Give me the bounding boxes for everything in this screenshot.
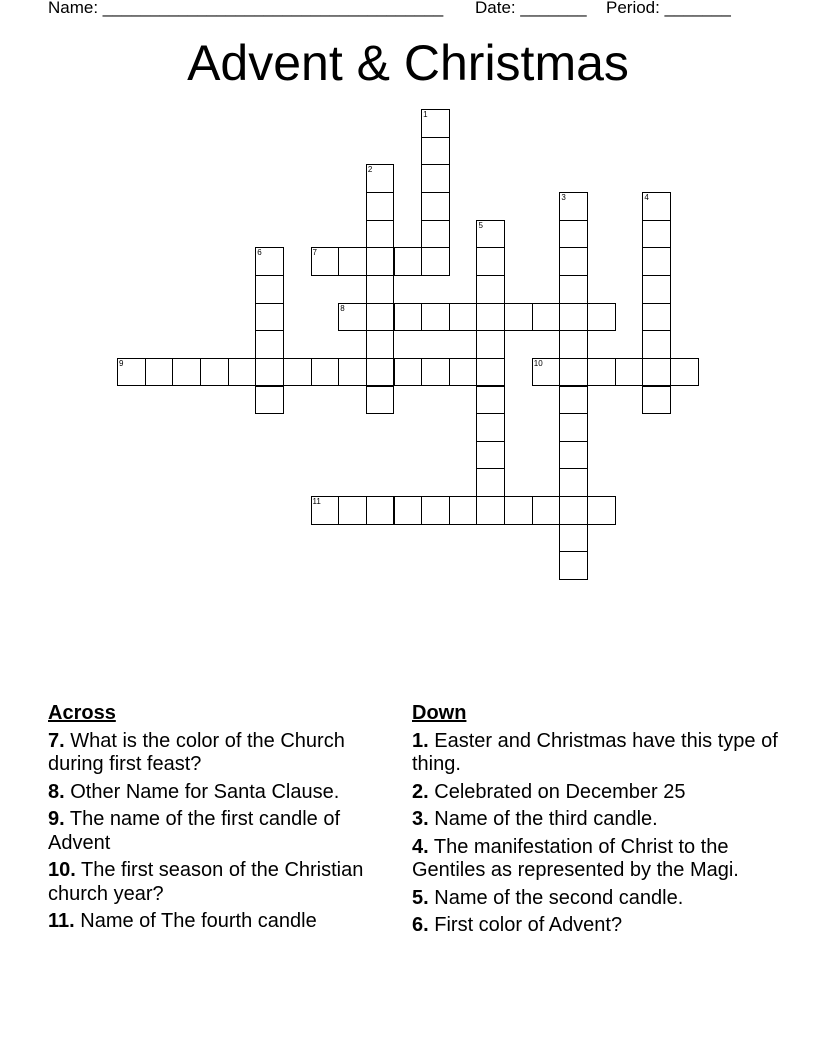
crossword-cell[interactable] xyxy=(394,496,423,525)
crossword-cell[interactable] xyxy=(200,358,229,387)
cell-number: 5 xyxy=(478,220,483,230)
clue-down-4 xyxy=(412,836,782,883)
clue-number: 11. xyxy=(48,910,75,932)
clue-number: 6. xyxy=(412,914,429,936)
crossword-cell[interactable] xyxy=(117,358,146,387)
crossword-cell[interactable] xyxy=(145,358,174,387)
clue-number: 9. xyxy=(48,808,65,830)
clue-text: Other Name for Santa Clause. xyxy=(70,780,340,803)
crossword-cell[interactable] xyxy=(311,358,340,387)
crossword-cell[interactable] xyxy=(449,358,478,387)
crossword-cell[interactable] xyxy=(255,275,284,304)
crossword-cell[interactable] xyxy=(338,303,367,332)
page-title: Advent & Christmas xyxy=(187,35,629,91)
down-heading: Down xyxy=(412,702,467,724)
crossword-cell[interactable] xyxy=(283,358,312,387)
clue-down-1 xyxy=(412,730,782,777)
crossword-cell[interactable] xyxy=(587,303,616,332)
crossword-cell[interactable] xyxy=(255,303,284,332)
cell-number: 8 xyxy=(340,303,345,313)
crossword-cell[interactable] xyxy=(449,303,478,332)
crossword-cell[interactable] xyxy=(338,496,367,525)
down-clues xyxy=(412,702,782,942)
crossword-cell[interactable] xyxy=(421,303,450,332)
cell-number: 2 xyxy=(367,165,373,175)
crossword-cell[interactable] xyxy=(559,524,588,553)
clue-across-9 xyxy=(48,808,388,855)
crossword-cell[interactable] xyxy=(476,303,505,332)
cell-number: 10 xyxy=(533,358,543,368)
clue-number: 8. xyxy=(48,780,65,803)
clue-text: The name of the first candle of Advent xyxy=(48,808,341,854)
crossword-cell[interactable] xyxy=(559,358,588,387)
crossword-cell[interactable] xyxy=(476,386,505,415)
crossword-cell[interactable] xyxy=(559,551,588,580)
crossword-cell[interactable] xyxy=(670,358,699,387)
clue-down-5 xyxy=(412,887,782,911)
date-field-label[interactable]: Date: _______ xyxy=(475,0,587,17)
cell-number: 9 xyxy=(119,358,124,368)
clue-across-7 xyxy=(48,730,388,777)
crossword-cell[interactable] xyxy=(642,247,671,276)
clue-number: 3. xyxy=(412,808,429,830)
clue-text: First color of Advent? xyxy=(434,914,623,936)
period-field-label[interactable]: Period: _______ xyxy=(606,0,731,17)
crossword-cell[interactable] xyxy=(421,109,450,138)
crossword-cell[interactable] xyxy=(476,358,505,387)
crossword-cell[interactable] xyxy=(421,164,450,193)
crossword-cell[interactable] xyxy=(449,496,478,525)
crossword-cell[interactable] xyxy=(642,220,671,249)
crossword-cell[interactable] xyxy=(559,468,588,497)
crossword-cell[interactable] xyxy=(504,303,533,332)
crossword-cell[interactable] xyxy=(421,358,450,387)
crossword-cell[interactable] xyxy=(421,220,450,249)
crossword-cell[interactable] xyxy=(255,247,284,276)
crossword-cell[interactable] xyxy=(476,413,505,442)
crossword-cell[interactable] xyxy=(366,358,395,387)
crossword-cell[interactable] xyxy=(394,247,423,276)
cell-number: 3 xyxy=(561,192,566,202)
clue-text: The first season of the Christian church year? xyxy=(48,859,364,905)
crossword-cell[interactable] xyxy=(642,192,671,221)
clue-text: Name of the third candle. xyxy=(434,808,658,830)
clue-number: 4. xyxy=(412,835,429,858)
crossword-cell[interactable] xyxy=(642,386,671,415)
crossword-cell[interactable] xyxy=(366,386,395,415)
crossword-cell[interactable] xyxy=(642,358,671,387)
crossword-cell[interactable] xyxy=(172,358,201,387)
crossword-cell[interactable] xyxy=(587,358,616,387)
crossword-cell[interactable] xyxy=(559,386,588,415)
crossword-cell[interactable] xyxy=(366,330,395,359)
crossword-cell[interactable] xyxy=(559,496,588,525)
crossword-cell[interactable] xyxy=(559,247,588,276)
crossword-cell[interactable] xyxy=(366,496,395,525)
clue-down-2 xyxy=(412,781,782,805)
crossword-cell[interactable] xyxy=(559,303,588,332)
crossword-cell[interactable] xyxy=(532,303,561,332)
name-field-label[interactable]: Name: ____________________________________ xyxy=(48,0,444,17)
crossword-cell[interactable] xyxy=(338,358,367,387)
clue-down-3 xyxy=(412,808,782,832)
crossword-cell[interactable] xyxy=(504,496,533,525)
across-clues xyxy=(48,702,388,938)
crossword-cell[interactable] xyxy=(366,220,395,249)
crossword-cell[interactable] xyxy=(421,192,450,221)
crossword-cell[interactable] xyxy=(366,164,395,193)
cell-number: 6 xyxy=(257,248,262,258)
crossword-cell[interactable] xyxy=(476,275,505,304)
crossword-cell[interactable] xyxy=(255,330,284,359)
clue-text: Name of The fourth candle xyxy=(80,910,317,932)
crossword-cell[interactable] xyxy=(255,386,284,415)
crossword-cell[interactable] xyxy=(532,358,561,387)
crossword-cell[interactable] xyxy=(559,441,588,470)
crossword-cell[interactable] xyxy=(394,303,423,332)
clue-number: 7. xyxy=(48,729,65,752)
crossword-cell[interactable] xyxy=(559,330,588,359)
clue-across-10 xyxy=(48,859,388,906)
crossword-cell[interactable] xyxy=(366,192,395,221)
crossword-cell[interactable] xyxy=(559,413,588,442)
clue-across-11 xyxy=(48,910,388,934)
clue-number: 10. xyxy=(48,859,76,881)
crossword-cell[interactable] xyxy=(476,220,505,249)
crossword-cell[interactable] xyxy=(587,496,616,525)
crossword-cell[interactable] xyxy=(476,330,505,359)
cell-number: 4 xyxy=(644,192,649,202)
clue-across-8 xyxy=(48,781,388,805)
crossword-cell[interactable] xyxy=(642,330,671,359)
clue-number: 5. xyxy=(412,886,429,909)
crossword-cell[interactable] xyxy=(421,247,450,276)
crossword-cell[interactable] xyxy=(311,496,340,525)
crossword-cell[interactable] xyxy=(615,358,644,387)
crossword-cell[interactable] xyxy=(366,303,395,332)
crossword-cell[interactable] xyxy=(559,192,588,221)
across-heading: Across xyxy=(48,702,116,724)
crossword-cell[interactable] xyxy=(476,468,505,497)
clue-down-6 xyxy=(412,914,782,938)
crossword-cell[interactable] xyxy=(421,137,450,166)
crossword-cell[interactable] xyxy=(228,358,257,387)
clue-number: 1. xyxy=(412,729,429,752)
crossword-cell[interactable] xyxy=(532,496,561,525)
clue-text: The manifestation of Christ to the Gentiles as represented by the Magi. xyxy=(412,835,739,881)
crossword-cell[interactable] xyxy=(559,275,588,304)
crossword-cell[interactable] xyxy=(642,303,671,332)
crossword-cell[interactable] xyxy=(421,496,450,525)
clue-text: Easter and Christmas have this type of thing. xyxy=(412,729,778,775)
crossword-cell[interactable] xyxy=(476,496,505,525)
cell-number: 7 xyxy=(312,248,317,258)
cell-number: 1 xyxy=(423,110,428,119)
crossword-cell[interactable] xyxy=(255,358,284,387)
cell-number: 11 xyxy=(312,497,321,507)
clue-text: What is the color of the Church during first feast? xyxy=(48,729,345,775)
crossword-cell[interactable] xyxy=(559,220,588,249)
clue-text: Name of the second candle. xyxy=(434,886,684,909)
crossword-cell[interactable] xyxy=(311,247,340,276)
crossword-cell[interactable] xyxy=(338,247,367,276)
crossword-cell[interactable] xyxy=(366,275,395,304)
crossword-cell[interactable] xyxy=(366,247,395,276)
crossword-cell[interactable] xyxy=(642,275,671,304)
crossword-cell[interactable] xyxy=(394,358,423,387)
crossword-cell[interactable] xyxy=(476,441,505,470)
clue-number: 2. xyxy=(412,780,429,803)
crossword-cell[interactable] xyxy=(476,247,505,276)
clue-text: Celebrated on December 25 xyxy=(434,780,686,803)
